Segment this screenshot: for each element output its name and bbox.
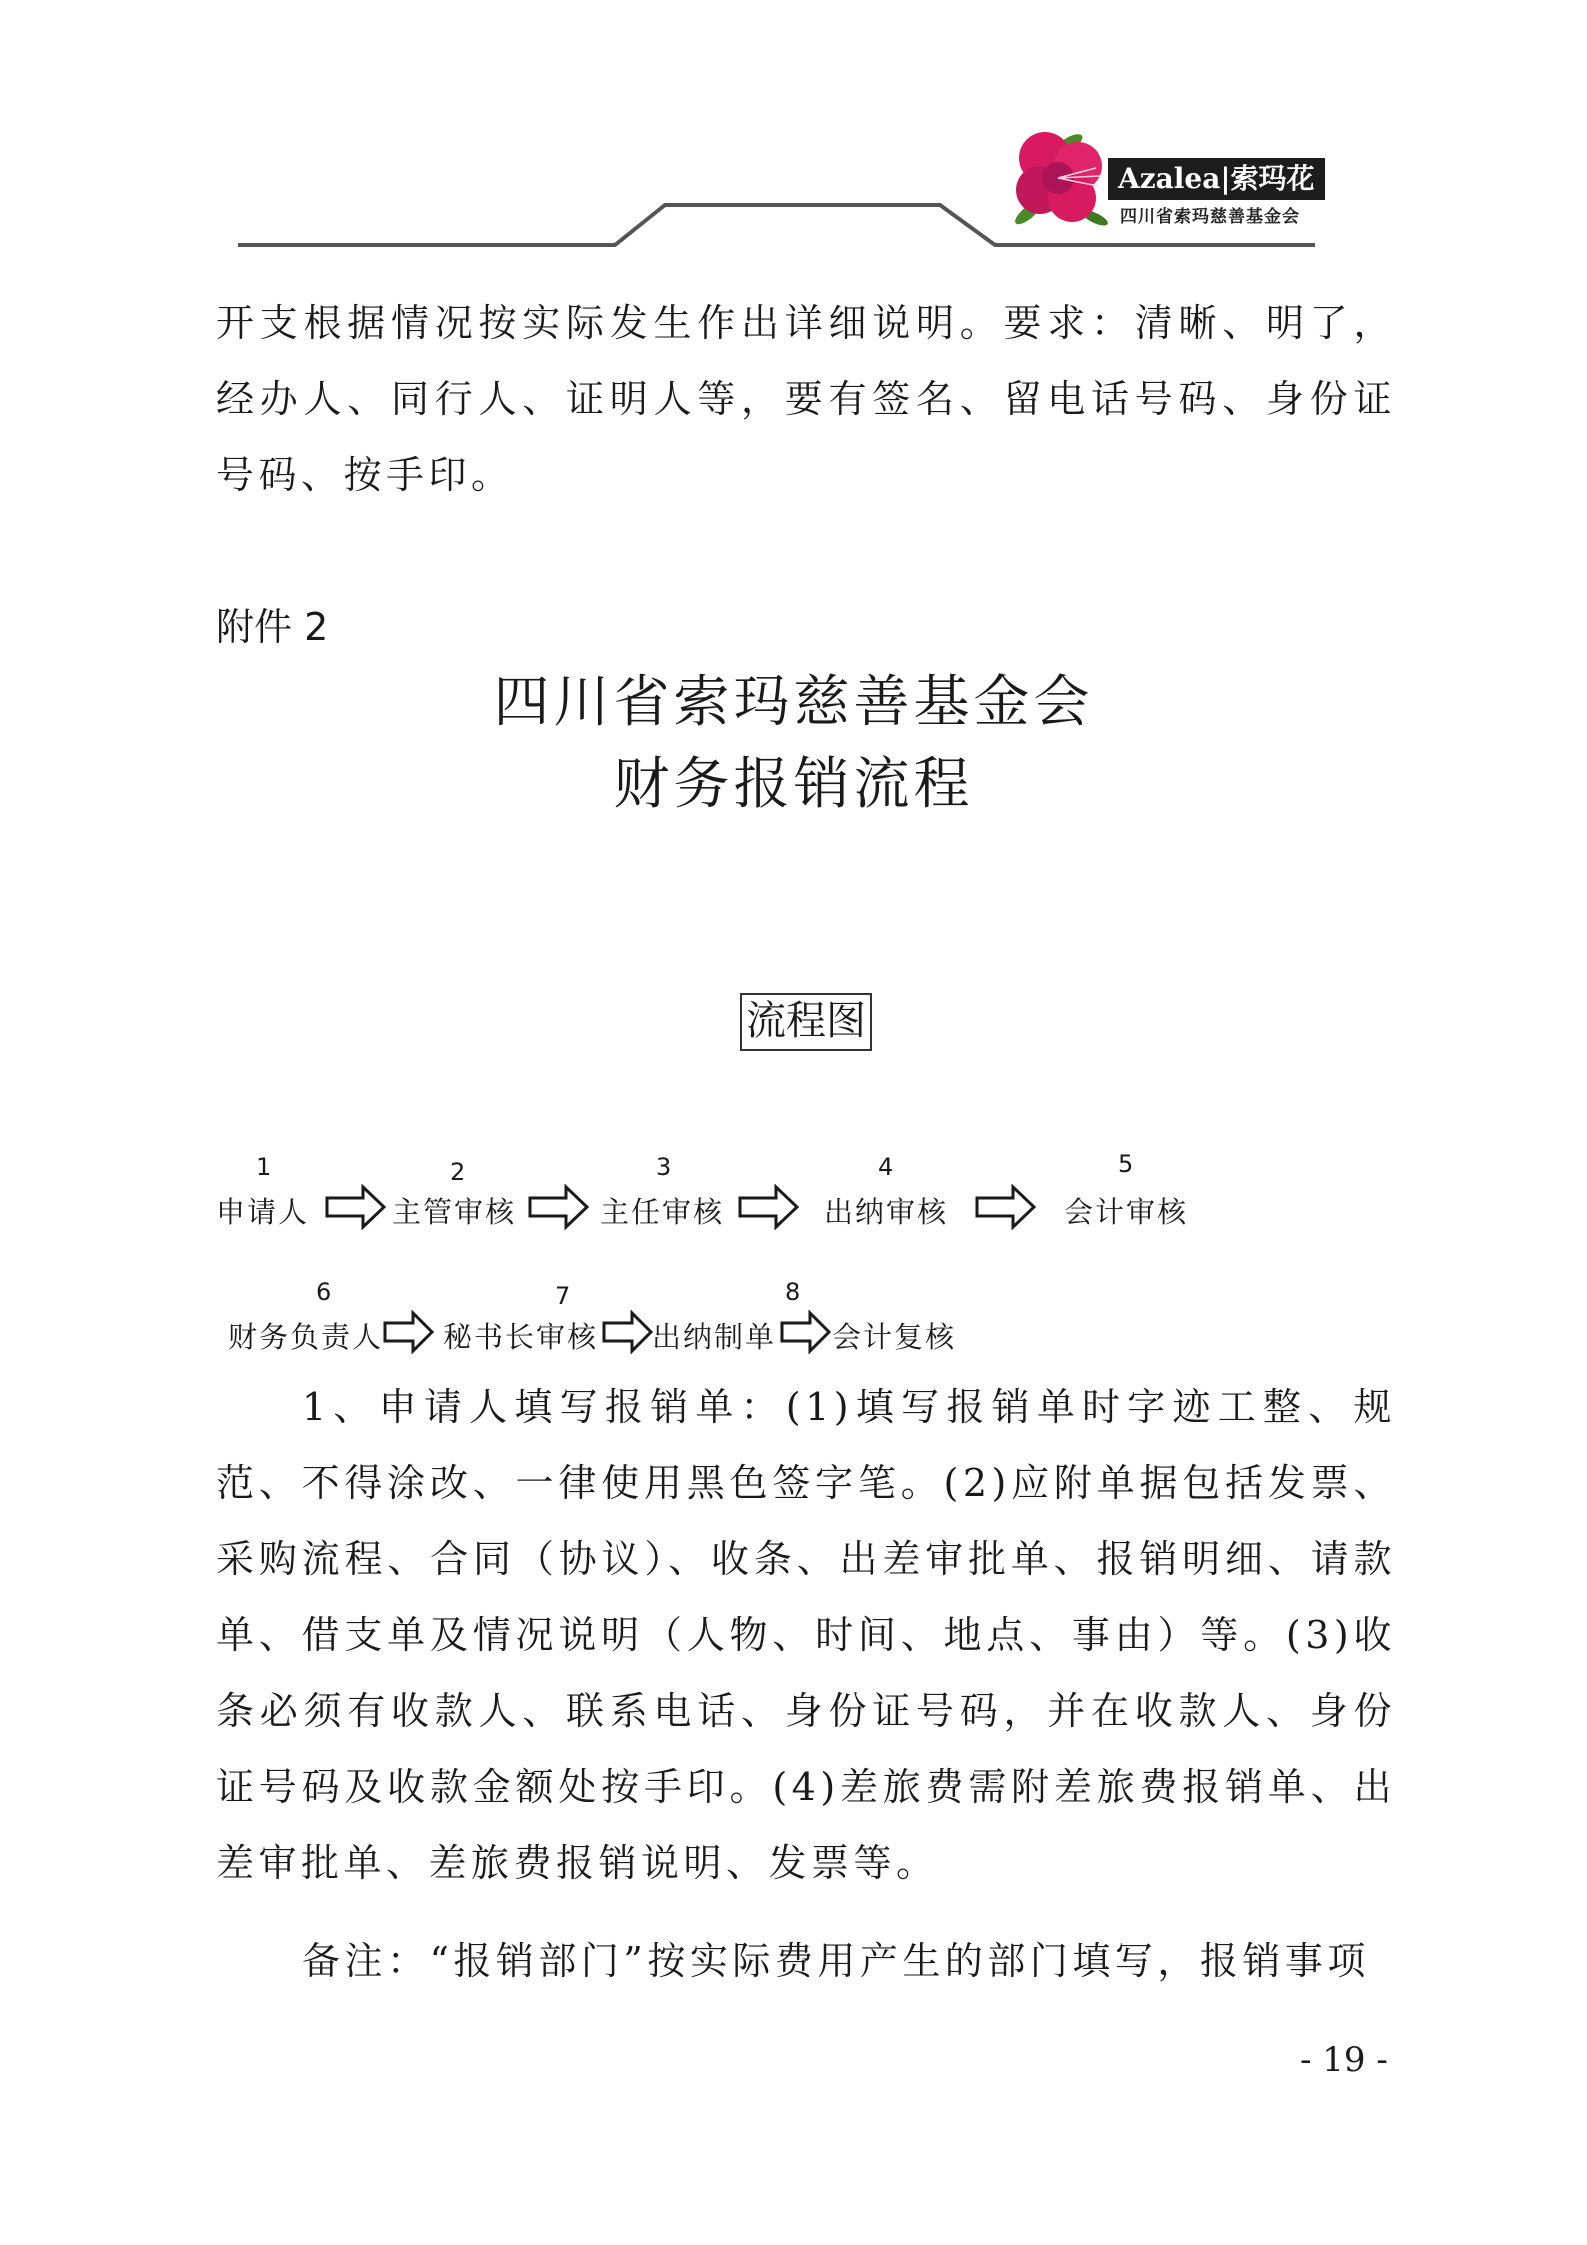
arrow-right-icon (383, 1310, 435, 1354)
flowchart-label: 流程图 (740, 993, 872, 1051)
logo-brand-text: Azalea|索玛花 (1108, 158, 1325, 200)
step-label: 会计审核 (1064, 1195, 1189, 1229)
step-label: 主任审核 (600, 1195, 725, 1229)
arrow-right-icon (602, 1310, 654, 1354)
step-label: 秘书长审核 (443, 1320, 599, 1354)
foundation-logo (1000, 118, 1320, 238)
step-label: 出纳制单 (652, 1320, 777, 1354)
step-number: 1 (256, 1153, 272, 1181)
step-label: 出纳审核 (824, 1195, 949, 1229)
step-number: 2 (450, 1158, 466, 1186)
step-label: 申请人 (216, 1195, 310, 1229)
step-number: 5 (1118, 1150, 1134, 1178)
page-number: - 19 - (1300, 2040, 1388, 2080)
step-label: 财务负责人 (228, 1320, 384, 1354)
step-number: 8 (785, 1278, 801, 1306)
step-label: 会计复核 (832, 1320, 957, 1354)
step-number: 6 (316, 1278, 332, 1306)
step-number: 3 (656, 1153, 672, 1181)
title-line-2: 财务报销流程 (613, 752, 974, 817)
title-line-1: 四川省索玛慈善基金会 (493, 670, 1094, 735)
arrow-right-icon (528, 1184, 590, 1230)
arrow-right-icon (975, 1184, 1037, 1230)
arrow-right-icon (738, 1184, 800, 1230)
step-number: 7 (555, 1282, 571, 1310)
logo-subtitle: 四川省索玛慈善基金会 (1120, 207, 1300, 227)
arrow-right-icon (780, 1310, 832, 1354)
intro-paragraph: 开支根据情况按实际发生作出详细说明。要求：清晰、明了，经办人、同行人、证明人等，要有签名、留电话号码、身份证号码、按手印。 (216, 301, 1396, 497)
arrow-right-icon (325, 1184, 387, 1230)
header-rule (0, 0, 1587, 260)
attachment-label: 附件 2 (216, 605, 329, 649)
section-1-paragraph: 1、申请人填写报销单：(1)填写报销单时字迹工整、规范、不得涂改、一律使用黑色签字笔。(2)应附单据包括发票、采购流程、合同（协议）、收条、出差审批单、报销明细、请款单、借支单及情况说明（人物、时间、地点、事由）等。(3)收条必须有收款人、联系电话、身份证号码，并在收款人、身份证号码及收款金额处按手印。(4)差旅费需附差旅费报销单、出差审批单、差旅费报销说明、发票等。 (216, 1385, 1396, 1885)
step-label: 主管审核 (392, 1195, 517, 1229)
step-number: 4 (878, 1153, 894, 1181)
note-paragraph: 备注：“报销部门”按实际费用产生的部门填写，报销事项 (302, 1939, 1370, 1983)
